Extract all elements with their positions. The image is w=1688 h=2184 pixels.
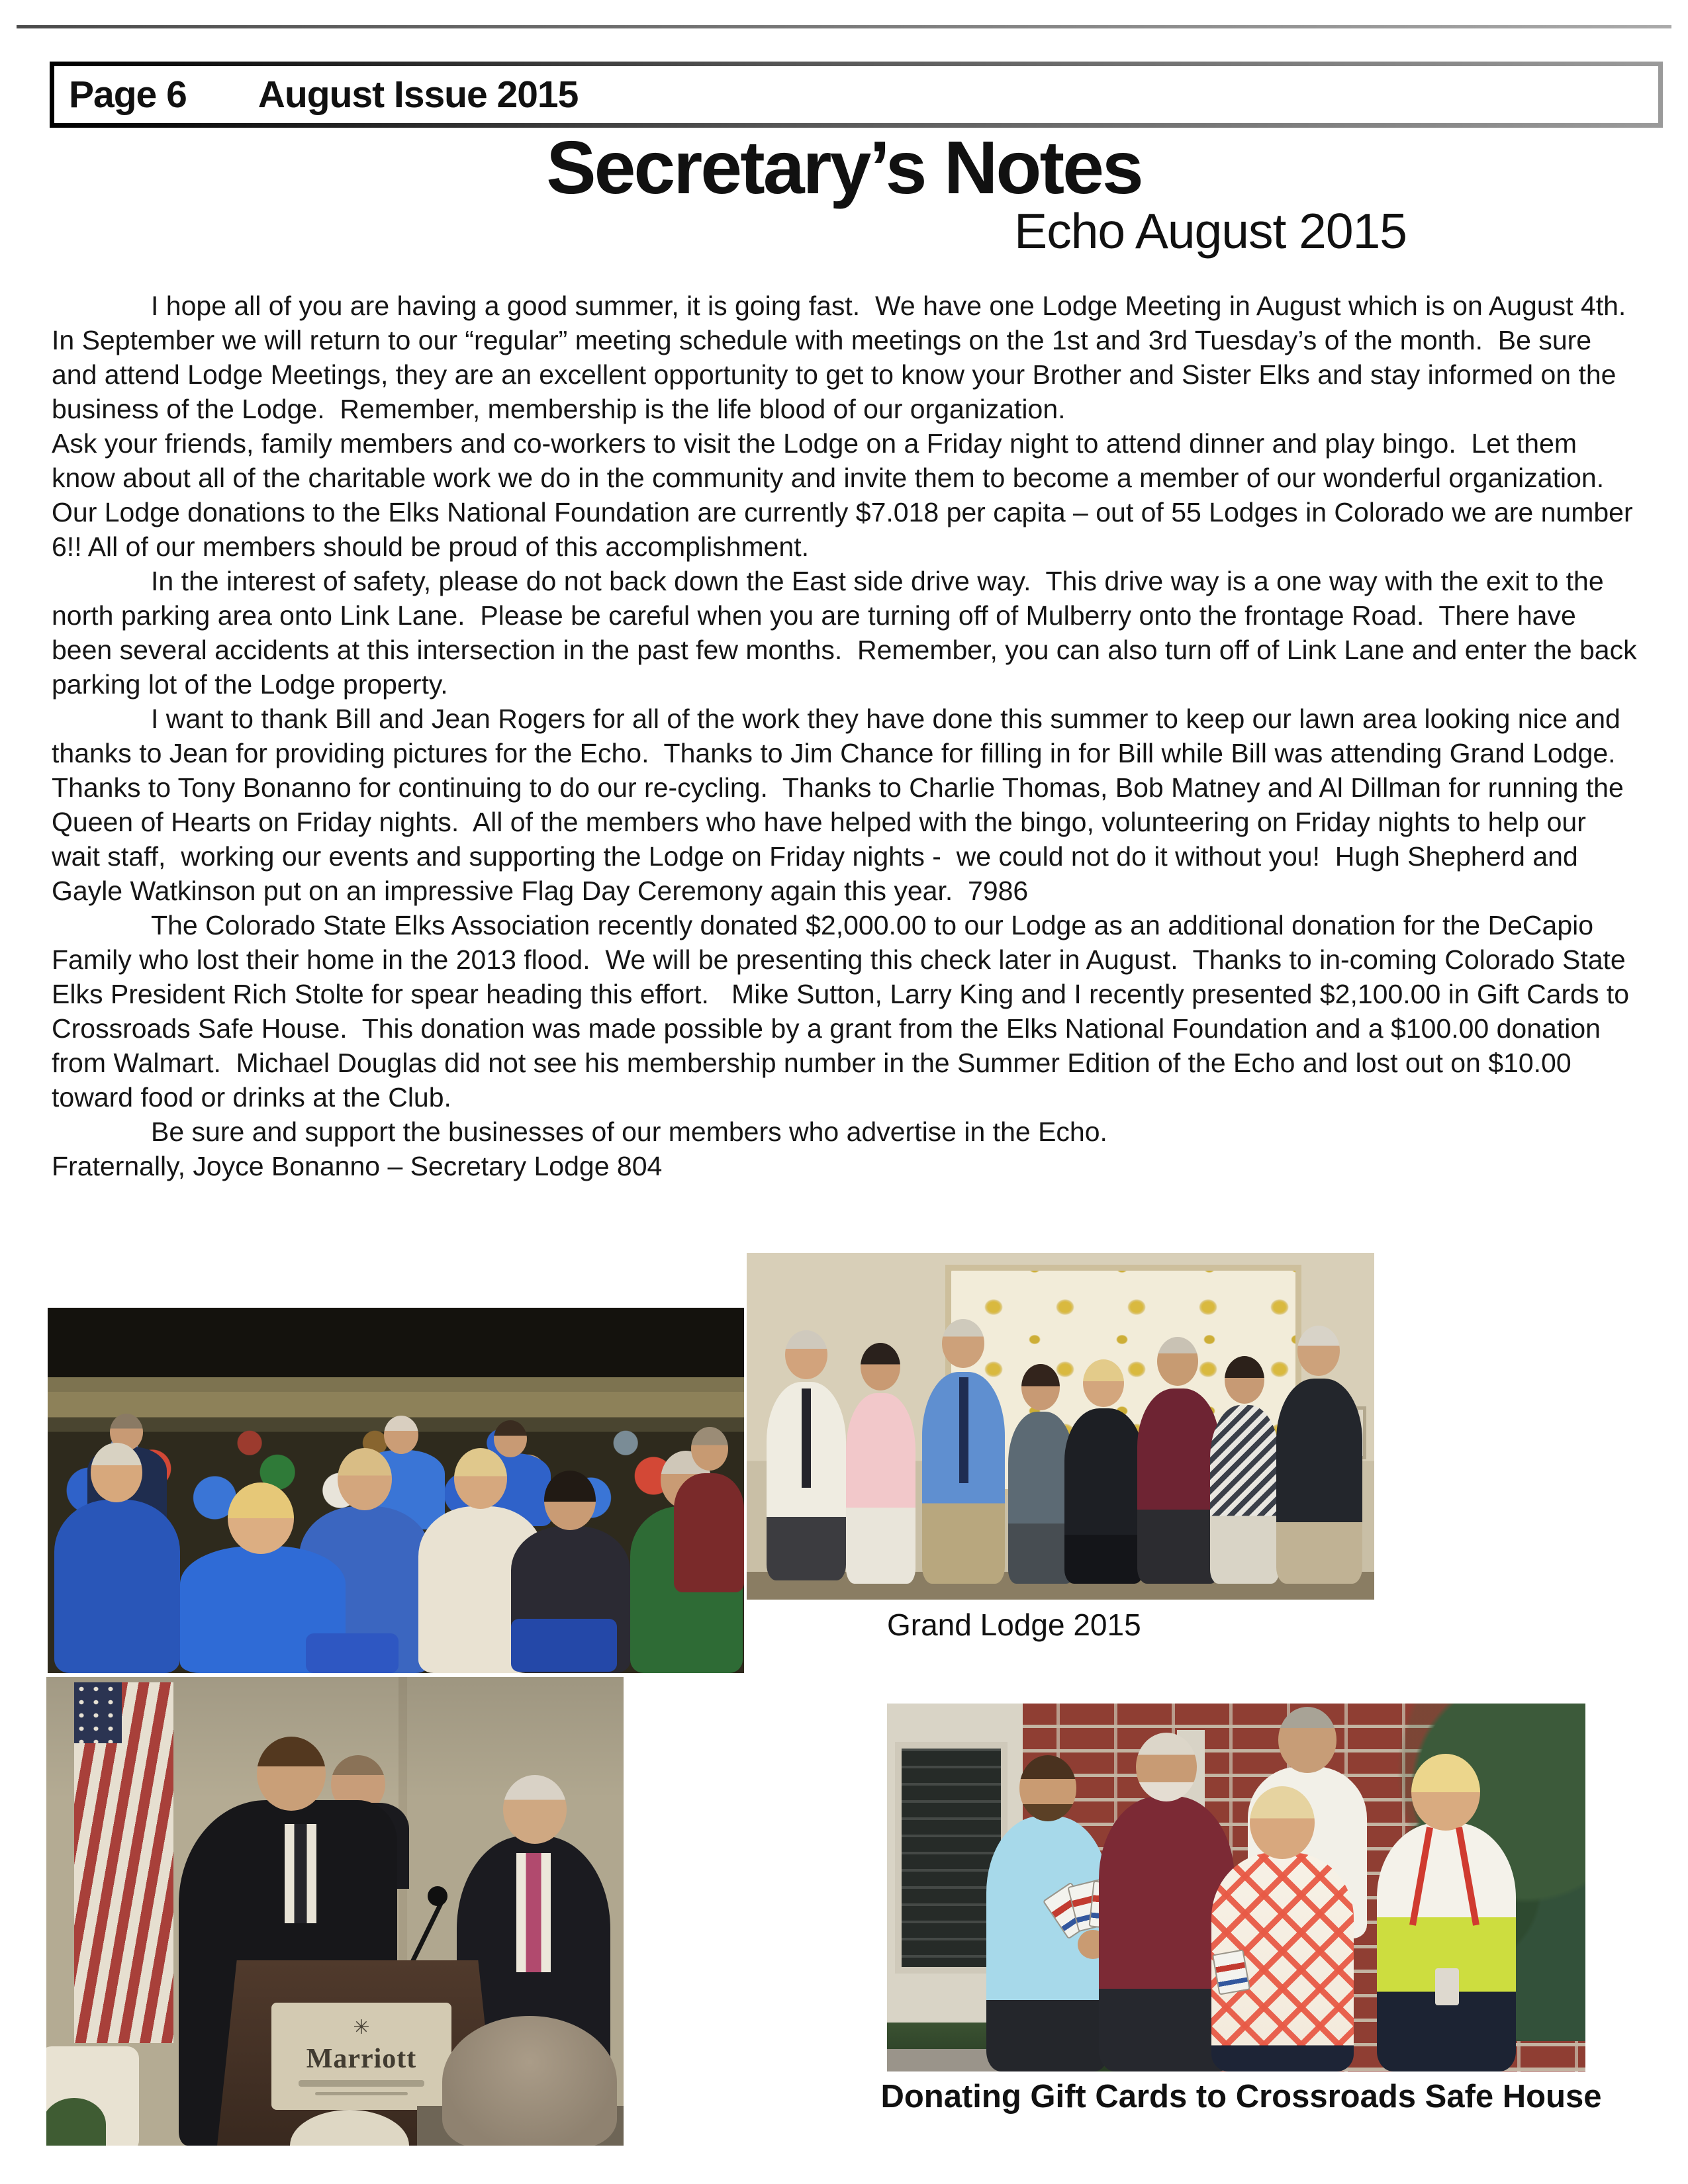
gift-card bbox=[1212, 1949, 1250, 1995]
sign-subtext-blur bbox=[299, 2080, 424, 2087]
person-head bbox=[1250, 1786, 1315, 1859]
person-figure bbox=[1276, 1379, 1362, 1584]
necktie bbox=[802, 1388, 811, 1488]
paragraph-safety: In the interest of safety, please do not back down the East side drive way. This drive way is a one way with the exit to the north parking area onto Link Lane. Please be careful when you are turning off of Mulberry onto the frontage Road. There have been several accidents at this intersection in the past few months. Remember, you can also turn off of Link Lane and enter the back parking lot of the Lodge property. bbox=[52, 566, 1644, 700]
chair bbox=[511, 1619, 617, 1672]
grand-lodge-photo bbox=[747, 1253, 1374, 1600]
paragraph-support: Be sure and support the businesses of our members who advertise in the Echo. bbox=[151, 1116, 1107, 1147]
person-head bbox=[942, 1319, 984, 1368]
podium-sign-text: Marriott bbox=[306, 2043, 417, 2074]
gift-cards-photo bbox=[887, 1704, 1585, 2071]
shirt-and-tie bbox=[285, 1824, 316, 1923]
page-title: Secretary’s Notes bbox=[546, 126, 1142, 209]
person-figure bbox=[54, 1500, 180, 1673]
person-head bbox=[1136, 1733, 1197, 1801]
microphone-head bbox=[428, 1886, 447, 1906]
person-head bbox=[691, 1427, 728, 1471]
person-figure bbox=[1211, 1852, 1354, 2071]
signature-line: Fraternally, Joyce Bonanno – Secretary Lodge 804 bbox=[52, 1151, 663, 1181]
person-head bbox=[384, 1416, 418, 1454]
page-header bbox=[50, 62, 1663, 128]
person-head bbox=[1019, 1755, 1076, 1821]
person-figure bbox=[1210, 1405, 1280, 1584]
person-head bbox=[228, 1482, 294, 1554]
paragraph-donations: The Colorado State Elks Association recently donated $2,000.00 to our Lodge as an additional donation for the DeCapio Family who lost their home in the 2013 flood. We will be presenting this check later in August. Thanks to in-coming Colorado State Elks President Rich Stolte for spear heading this effort. Mike Sutton, Larry King and I recently presented $2,100.00 in Gift Cards to Crossroads Safe House. This donation was made possible by a grant from the Elks National Foundation and a $100.00 donation from Walmart. Michael Douglas did not see his membership number in the Summer Edition of the Echo and lost out on $10.00 toward food or drinks at the Club. bbox=[52, 910, 1637, 1113]
person-head bbox=[1083, 1359, 1124, 1407]
paragraph-thanks: I want to thank Bill and Jean Rogers for all of the work they have done this summer to keep our lawn area looking nice and thanks to Jean for providing pictures for the Echo. Thanks to Jim Chance for filling in for Bill while Bill was attending Grand Lodge. Thanks to Tony Bonanno for continuing to do our re-cycling. Thanks to Charlie Thomas, Bob Matney and Al Dillman for running the Queen of Hearts on Friday nights. All of the members who have helped with the bingo, volunteering on Friday nights to help our wait staff, working our events and supporting the Lodge on Friday nights - we could not do it without you! Hugh Shepherd and Gayle Watkinson put on an impressive Flag Day Ceremony again this year. 7986 bbox=[52, 704, 1632, 906]
article-body bbox=[52, 289, 1644, 1183]
person-figure bbox=[846, 1393, 915, 1584]
person-figure bbox=[922, 1372, 1005, 1584]
necktie bbox=[959, 1377, 968, 1483]
badge bbox=[1435, 1968, 1459, 2005]
person-figure bbox=[1137, 1388, 1220, 1584]
person-head bbox=[1157, 1337, 1198, 1386]
convention-crowd-photo bbox=[48, 1308, 744, 1673]
person-head bbox=[338, 1448, 392, 1510]
hotel-logo-icon: ✳ bbox=[353, 2016, 370, 2038]
issue-label: August Issue 2015 bbox=[258, 73, 579, 116]
sign-subtext-blur bbox=[315, 2092, 408, 2095]
person-figure bbox=[986, 1816, 1109, 2071]
audience-head bbox=[442, 2016, 617, 2146]
flag-canton bbox=[74, 1682, 122, 1743]
person-head bbox=[257, 1737, 326, 1811]
page-number: Page 6 bbox=[69, 73, 187, 116]
person-head bbox=[494, 1420, 527, 1457]
podium-speech-photo bbox=[46, 1677, 624, 2146]
person-figure bbox=[1064, 1408, 1144, 1584]
person-head bbox=[544, 1471, 596, 1530]
person-head bbox=[1411, 1754, 1480, 1831]
lanyard-strap bbox=[1409, 1827, 1433, 1925]
person-figure bbox=[674, 1473, 744, 1592]
gift-cards-caption: Donating Gift Cards to Crossroads Safe House bbox=[880, 2079, 1602, 2115]
person-head bbox=[503, 1775, 567, 1844]
chair bbox=[306, 1633, 399, 1673]
lanyard-strap bbox=[1456, 1827, 1479, 1925]
person-head bbox=[1225, 1356, 1264, 1404]
person-head bbox=[454, 1448, 507, 1509]
person-head bbox=[785, 1330, 827, 1379]
american-flag bbox=[74, 1682, 173, 2043]
person-head bbox=[91, 1443, 142, 1502]
podium-sign bbox=[271, 2003, 451, 2110]
shirt-and-tie bbox=[516, 1853, 551, 1972]
person-head bbox=[1021, 1364, 1060, 1410]
paragraph-summer: I hope all of you are having a good summer, it is going fast. We have one Lodge Meeting in August which is on August 4th. In September we will return to our “regular” meeting schedule with meetings on the 1st and 3rd Tuesday’s of the month. Be sure and attend Lodge Meetings, they are an excellent opportunity to get to know your Brother and Sister Elks and stay informed on the business of the Lodge. Remember, membership is the life blood of our organization. bbox=[52, 291, 1642, 424]
person-head bbox=[861, 1343, 900, 1390]
page-subtitle: Echo August 2015 bbox=[1014, 203, 1407, 259]
person-head bbox=[1278, 1707, 1336, 1773]
paragraph-membership: Ask your friends, family members and co-workers to visit the Lodge on a Friday night to attend dinner and play bingo. Let them know about all of the charitable work we do in the community and invite them to become a member of our wonderful organization. Our Lodge donations to the Elks National Foundation are currently $7.018 per capita – out of 55 Lodges in Colorado we are number 6!! All of our members should be proud of this accomplishment. bbox=[52, 428, 1641, 562]
person-figure bbox=[767, 1382, 846, 1580]
grand-lodge-caption: Grand Lodge 2015 bbox=[887, 1608, 1141, 1642]
person-figure bbox=[1377, 1823, 1516, 2071]
top-divider bbox=[17, 25, 1671, 28]
person-head bbox=[1297, 1326, 1340, 1376]
